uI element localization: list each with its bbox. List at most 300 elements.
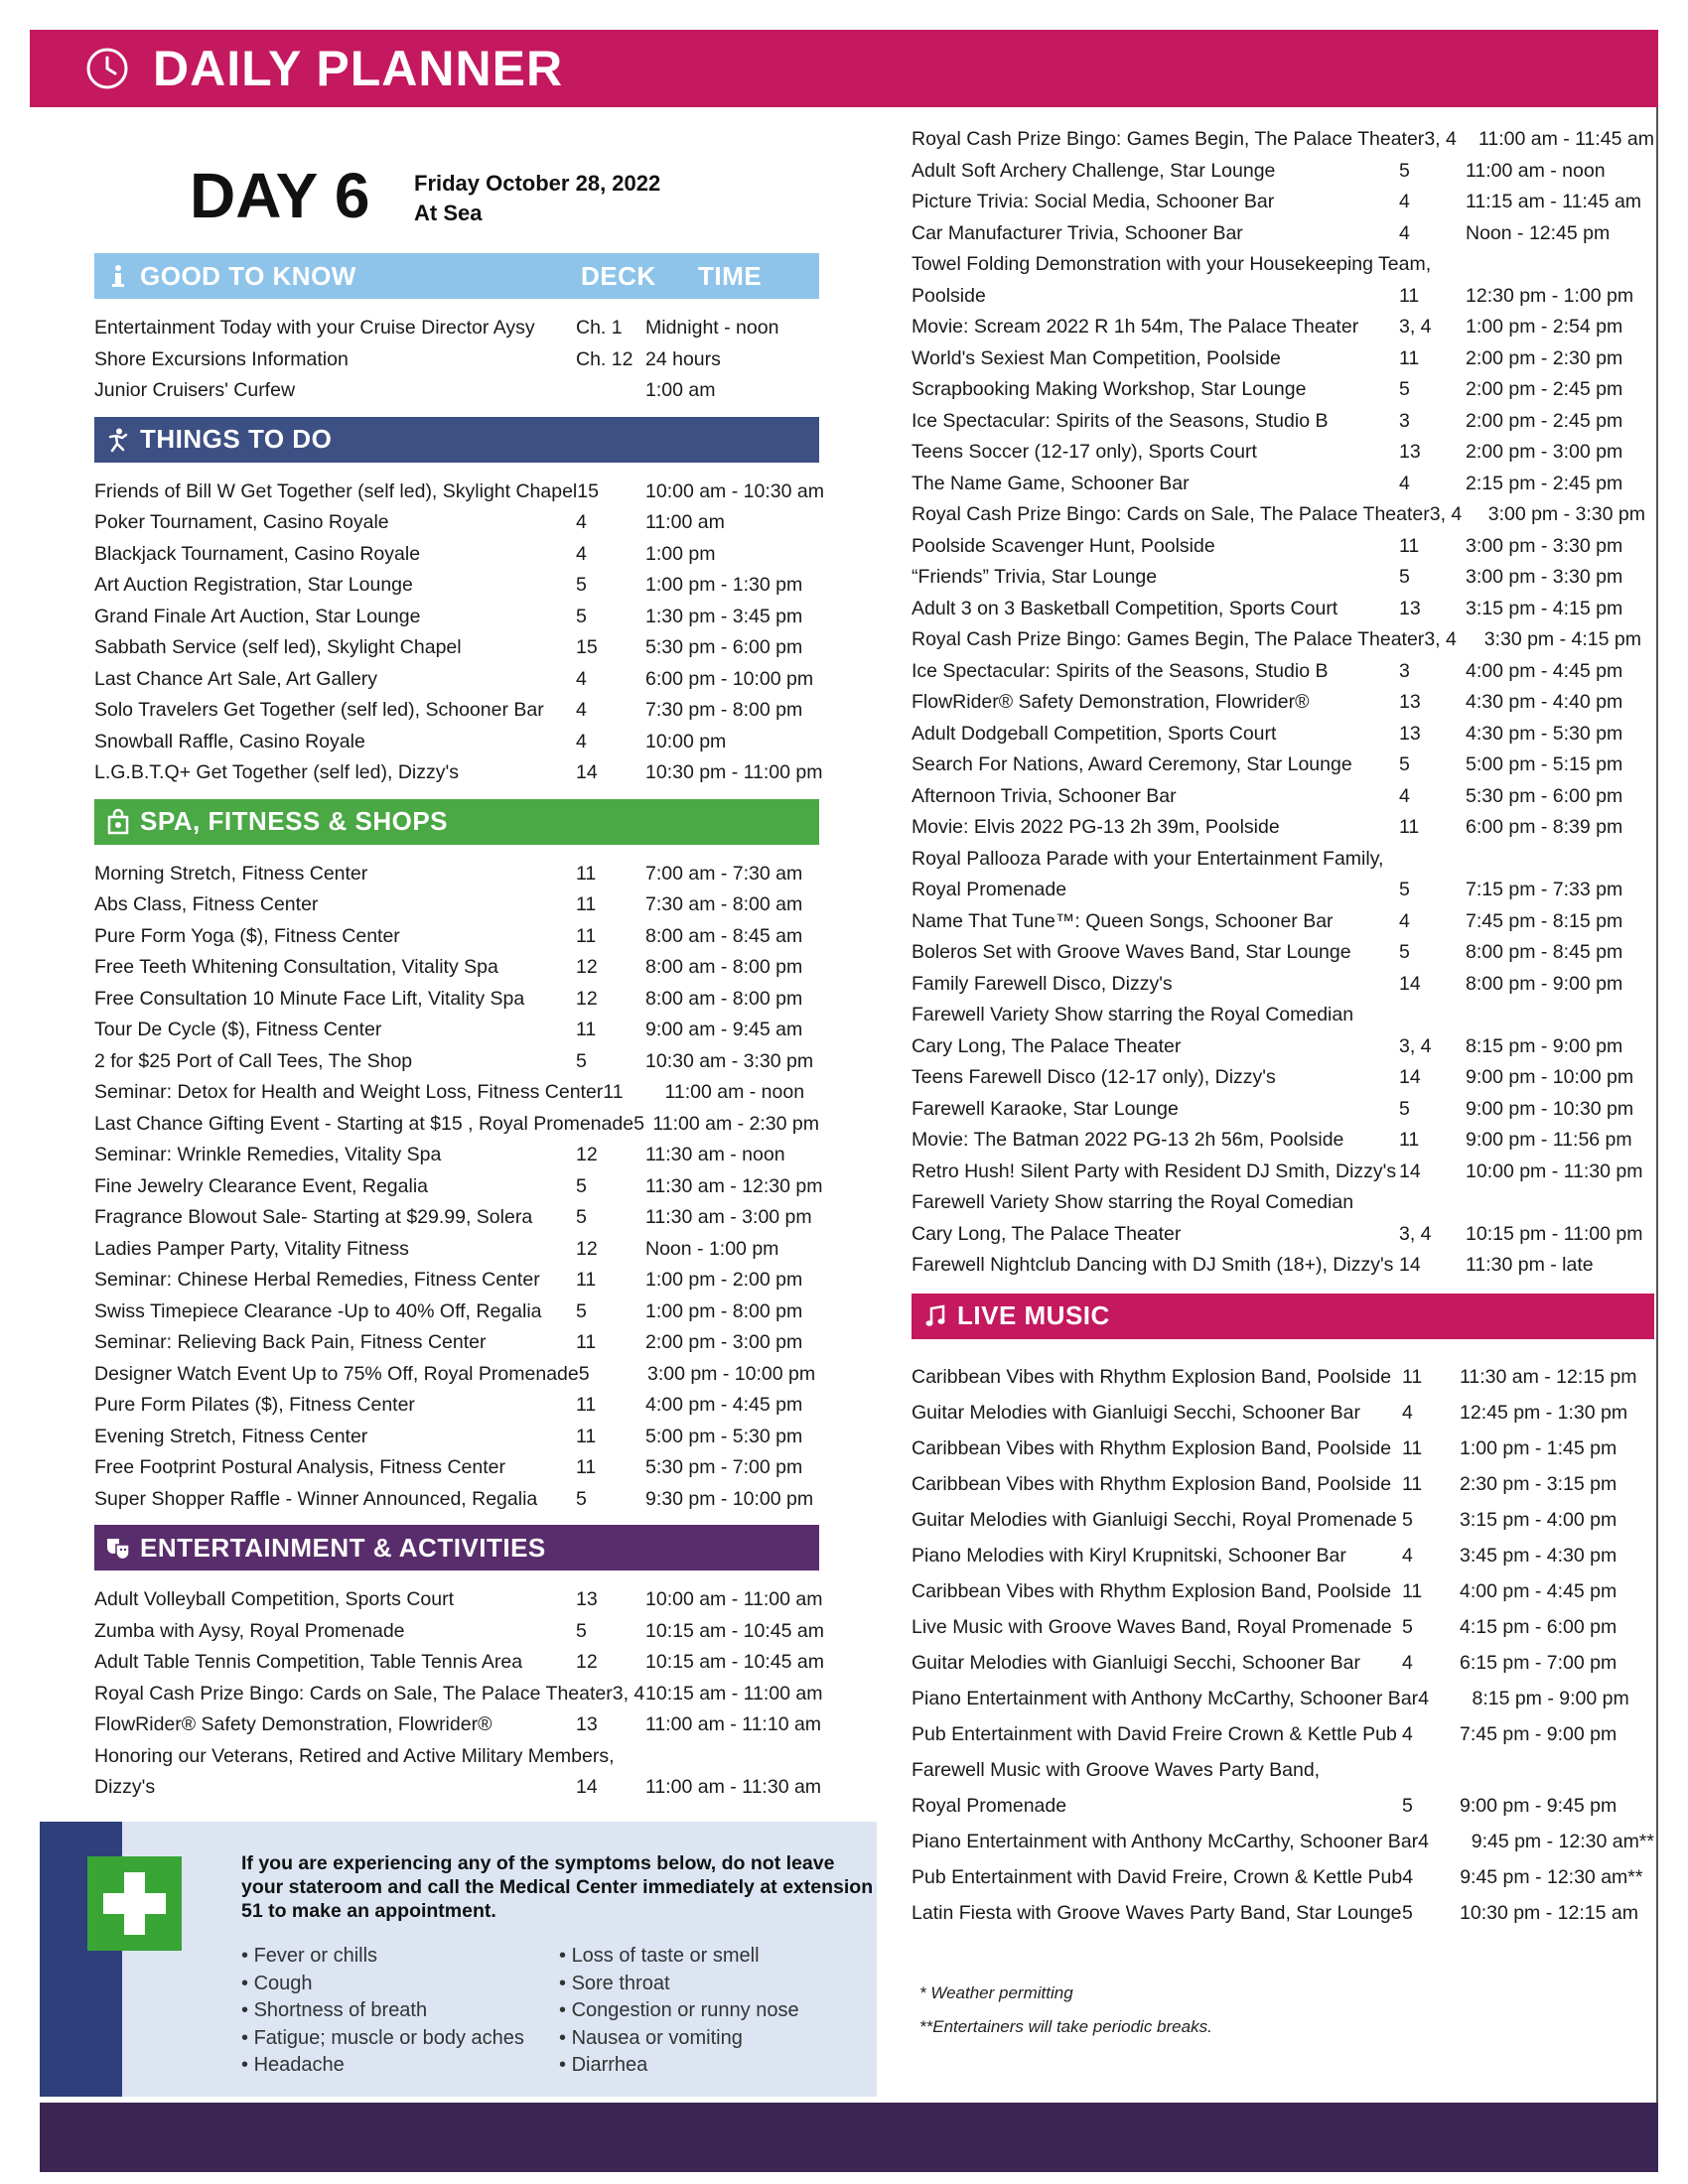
day-location: At Sea (414, 201, 483, 225)
schedule-row (94, 1046, 819, 1078)
event-name: Junior Cruisers' Curfew (94, 379, 296, 401)
deck-number: 14 (1399, 1066, 1421, 1088)
schedule-row (94, 602, 819, 633)
deck-number: 5 (576, 574, 587, 596)
schedule-row (912, 937, 1654, 969)
event-name: Tour De Cycle ($), Fitness Center (94, 1019, 382, 1040)
event-name: World's Sexiest Man Competition, Poolside (912, 346, 1281, 369)
event-name: Free Footprint Postural Analysis, Fitness Center (94, 1456, 506, 1478)
symptom-item: • Nausea or vomiting (559, 2025, 877, 2053)
deck-number: 5 (578, 1362, 590, 1385)
symptom-item: • Fatigue; muscle or body aches (241, 2025, 559, 2053)
schedule-row (94, 1327, 819, 1359)
deck-number: 4 (1418, 1687, 1430, 1709)
event-name: Movie: Elvis 2022 PG-13 2h 39m, Poolside (912, 816, 1280, 838)
event-time: 1:00 pm - 1:30 pm (645, 574, 803, 596)
schedule-row (912, 1716, 1654, 1752)
deck-number: 11 (1399, 1129, 1420, 1151)
deck-number: 5 (1399, 566, 1410, 588)
clock-icon (85, 47, 129, 90)
event-name: Solo Travelers Get Together (self led), Schooner Bar (94, 699, 544, 721)
event-name: Royal Promenade (912, 1794, 1067, 1817)
event-time: 9:45 pm - 12:30 am** (1460, 1865, 1643, 1888)
event-name: 2 for $25 Port of Call Tees, The Shop (94, 1049, 413, 1072)
deck-number (1431, 249, 1489, 281)
deck-number: 11 (576, 1425, 597, 1447)
event-time: 9:45 pm - 12:30 am** (1471, 1830, 1654, 1852)
deck-number: 11 (576, 924, 597, 947)
schedule-row (912, 437, 1654, 469)
deck-number: 11 (1399, 534, 1420, 557)
schedule-row (94, 1452, 819, 1484)
event-time: 4:30 pm - 4:40 pm (1466, 691, 1623, 713)
event-name: Ice Spectacular: Spirits of the Seasons, Studio B (912, 409, 1329, 432)
event-time: 9:00 pm - 10:00 pm (1466, 1066, 1634, 1088)
event-name: Movie: The Batman 2022 PG-13 2h 56m, Poolside (912, 1129, 1344, 1151)
schedule-row (912, 1645, 1654, 1681)
schedule-row (912, 781, 1654, 813)
schedule-row (94, 1171, 823, 1203)
deck-number: 5 (1399, 941, 1410, 963)
day-number: DAY 6 (190, 160, 370, 231)
event-time: 4:00 pm - 4:45 pm (1466, 659, 1623, 682)
deck-number: 5 (576, 1049, 587, 1072)
event-time: 12:45 pm - 1:30 pm (1460, 1401, 1628, 1424)
schedule-row (912, 1752, 1654, 1788)
event-name: Adult Volleyball Competition, Sports Court (94, 1588, 455, 1610)
deck-number: 5 (1399, 879, 1410, 900)
schedule-row (94, 1616, 824, 1648)
event-time (1460, 1752, 1654, 1788)
event-time (1489, 249, 1654, 281)
event-name: Caribbean Vibes with Rhythm Explosion Band, Poolside (912, 1472, 1392, 1495)
event-name: Snowball Raffle, Casino Royale (94, 730, 365, 752)
deck-number: Ch. 1 (576, 317, 623, 339)
event-name: Farewell Karaoke, Star Lounge (912, 1097, 1179, 1120)
deck-number: 4 (1402, 1651, 1413, 1674)
event-name: Designer Watch Event Up to 75% Off, Royal Promenade (94, 1362, 579, 1385)
deck-number: 13 (576, 1588, 598, 1610)
event-time: 11:30 pm - late (1466, 1254, 1594, 1276)
schedule-row (94, 1484, 819, 1516)
section-good-to-know (94, 253, 819, 299)
event-time: 3:15 pm - 4:15 pm (1466, 597, 1623, 619)
schedule-row (912, 875, 1654, 906)
event-name: Free Consultation 10 Minute Face Lift, Vitality Spa (94, 987, 525, 1010)
deck-number: 11 (1402, 1365, 1423, 1388)
deck-number: 13 (1399, 722, 1421, 745)
schedule-row (94, 632, 819, 664)
schedule-row (912, 1895, 1654, 1931)
schedule-row (912, 812, 1654, 844)
deck-number: 13 (576, 1713, 598, 1735)
event-time: 8:15 pm - 9:00 pm (1466, 1034, 1623, 1057)
event-name: Royal Promenade (912, 879, 1067, 900)
event-time: 11:30 am - 12:15 pm (1460, 1365, 1637, 1388)
deck-number: 3 (1399, 409, 1410, 432)
deck-number: 11 (576, 1331, 597, 1353)
live-music-list (912, 1339, 1654, 1941)
event-name: Grand Finale Art Auction, Star Lounge (94, 605, 421, 627)
deck-number: 5 (1402, 1794, 1413, 1817)
symptom-item: • Sore throat (559, 1971, 877, 1998)
event-time (1466, 1187, 1654, 1219)
deck-number: 11 (576, 1456, 597, 1478)
event-name: Fragrance Blowout Sale- Starting at $29.99, Solera (94, 1206, 533, 1228)
deck-number: 4 (1399, 191, 1410, 212)
deck-number: 14 (1399, 972, 1421, 995)
event-time: 9:00 pm - 11:56 pm (1466, 1129, 1632, 1151)
deck-number: 15 (577, 479, 599, 502)
schedule-row (912, 343, 1654, 375)
event-name: Piano Entertainment with Anthony McCarthy, Schooner Bar (912, 1830, 1419, 1852)
schedule-row (94, 1140, 819, 1171)
deck-number (1399, 1000, 1466, 1031)
event-name: Seminar: Detox for Health and Weight Loss, Fitness Center (94, 1081, 604, 1103)
deck-number: 5 (576, 605, 587, 627)
deck-number: 3, 4 (1399, 1034, 1432, 1057)
event-time: 1:00 pm - 8:00 pm (645, 1299, 803, 1322)
event-time: 10:15 am - 10:45 am (645, 1619, 824, 1642)
event-name: Caribbean Vibes with Rhythm Explosion Band, Poolside (912, 1436, 1392, 1459)
schedule-row (912, 218, 1654, 250)
deck-number: 4 (1418, 1830, 1430, 1852)
schedule-row (94, 1109, 819, 1141)
deck-number: 4 (576, 699, 587, 721)
schedule-row (94, 570, 819, 602)
deck-number: 4 (576, 511, 587, 533)
music-note-icon (923, 1304, 947, 1328)
schedule-row (912, 187, 1654, 218)
deck-number: 3, 4 (1399, 316, 1432, 338)
day-header (94, 124, 819, 253)
footnote: * Weather permitting (919, 1982, 1073, 2002)
event-time: 7:30 am - 8:00 am (645, 893, 803, 915)
event-name: Entertainment Today with your Cruise Director Aysy (94, 317, 535, 339)
deck-number: 13 (1399, 691, 1421, 713)
deck-number: 5 (1402, 1901, 1413, 1924)
event-name: Cary Long, The Palace Theater (912, 1034, 1182, 1057)
symptom-item: • Cough (241, 1971, 559, 1998)
event-name: Adult Soft Archery Challenge, Star Lounge (912, 159, 1276, 182)
right-column (912, 124, 1654, 2044)
schedule-row (912, 374, 1654, 406)
deck-number: 3, 4 (1429, 503, 1463, 525)
event-time: 3:00 pm - 10:00 pm (646, 1362, 816, 1385)
event-time: Noon - 12:45 pm (1466, 221, 1611, 244)
schedule-row (94, 1359, 819, 1391)
symptom-column (241, 1943, 559, 2080)
event-time: 4:00 pm - 4:45 pm (1460, 1579, 1618, 1602)
event-name: Scrapbooking Making Workshop, Star Lounge (912, 378, 1307, 400)
event-name: Pure Form Pilates ($), Fitness Center (94, 1394, 415, 1416)
section-live-music (912, 1294, 1654, 1339)
event-time: 7:30 pm - 8:00 pm (645, 699, 803, 721)
schedule-row (94, 1647, 824, 1679)
deck-number: 4 (576, 730, 587, 752)
schedule-row (94, 1015, 819, 1046)
event-name: Piano Entertainment with Anthony McCarthy, Schooner Bar (912, 1687, 1419, 1709)
symptom-item: • Diarrhea (559, 2052, 877, 2080)
schedule-row (94, 539, 819, 571)
schedule-row (912, 562, 1654, 594)
deck-number: 4 (1402, 1544, 1413, 1567)
section-title: THINGS TO DO (140, 424, 333, 454)
schedule-row (94, 984, 819, 1016)
medical-cross-icon (87, 1856, 182, 1951)
schedule-row (912, 1125, 1654, 1157)
schedule-row (912, 906, 1654, 938)
event-name: Pub Entertainment with David Freire Crown & Kettle Pub (912, 1722, 1397, 1745)
schedule-row (94, 375, 819, 407)
theater-masks-icon (106, 1536, 130, 1560)
deck-number: 4 (1402, 1722, 1413, 1745)
event-name: Adult 3 on 3 Basketball Competition, Sports Court (912, 597, 1338, 619)
event-time: 10:00 am - 10:30 am (645, 479, 824, 502)
event-time: 9:30 pm - 10:00 pm (645, 1487, 814, 1510)
schedule-row (94, 695, 819, 727)
schedule-row (94, 889, 819, 921)
deck-number: 13 (1399, 597, 1421, 619)
symptom-item: • Headache (241, 2052, 559, 2080)
event-name: Royal Cash Prize Bingo: Cards on Sale, The Palace Theater (94, 1682, 613, 1705)
schedule-row (912, 1573, 1654, 1609)
deck-number: 12 (576, 1144, 598, 1165)
event-name: Latin Fiesta with Groove Waves Party Band, Star Lounge (912, 1901, 1402, 1924)
schedule-row (94, 1202, 819, 1234)
schedule-row (94, 1077, 819, 1109)
event-time: 6:00 pm - 10:00 pm (645, 667, 814, 690)
deck-number: 5 (1399, 753, 1410, 775)
deck-number: 14 (576, 1776, 598, 1798)
schedule-row (912, 1395, 1654, 1431)
deck-number: 5 (576, 1174, 587, 1197)
deck-number: 13 (1399, 441, 1421, 463)
section-title: SPA, FITNESS & SHOPS (140, 806, 449, 836)
symptom-item: • Loss of taste or smell (559, 1943, 877, 1971)
event-name: Free Teeth Whitening Consultation, Vitality Spa (94, 956, 498, 978)
schedule-row (94, 921, 819, 953)
event-time: 8:00 am - 8:45 am (645, 924, 803, 947)
event-time: 10:00 am - 11:00 am (645, 1588, 823, 1610)
schedule-row (94, 757, 823, 789)
left-column (94, 124, 824, 1814)
schedule-row (912, 594, 1654, 625)
event-name: Abs Class, Fitness Center (94, 893, 319, 915)
event-name: Adult Dodgeball Competition, Sports Court (912, 722, 1277, 745)
event-name: Afternoon Trivia, Schooner Bar (912, 784, 1177, 807)
event-name: Family Farewell Disco, Dizzy's (912, 972, 1173, 995)
medical-notice-side (40, 1822, 122, 2097)
deck-number: 11 (576, 893, 597, 915)
entertainment-list (94, 1570, 824, 1814)
event-name: Last Chance Art Sale, Art Gallery (94, 667, 378, 690)
deck-number: 5 (1402, 1508, 1413, 1531)
event-time: 8:00 pm - 9:00 pm (1466, 972, 1623, 995)
symptom-item: • Shortness of breath (241, 1997, 559, 2025)
event-time: 5:00 pm - 5:30 pm (645, 1425, 803, 1447)
schedule-row (912, 1219, 1654, 1251)
schedule-row (94, 313, 819, 344)
schedule-row (912, 719, 1654, 751)
event-name: Farewell Nightclub Dancing with DJ Smith (18+), Dizzy's (912, 1254, 1394, 1276)
event-name: Super Shopper Raffle - Winner Announced, Regalia (94, 1487, 538, 1510)
event-name: Poker Tournament, Casino Royale (94, 511, 389, 533)
event-name: Royal Pallooza Parade with your Entertainment Family, (912, 847, 1384, 870)
section-title: GOOD TO KNOW (140, 260, 356, 291)
event-time: 11:00 am - noon (1466, 159, 1606, 182)
schedule-row (94, 1297, 819, 1328)
deck-number: 14 (1399, 1254, 1421, 1276)
event-name: Dizzy's (94, 1776, 156, 1798)
event-name: Friends of Bill W Get Together (self led), Skylight Chapel (94, 479, 578, 502)
event-name: Pure Form Yoga ($), Fitness Center (94, 924, 400, 947)
footer-band (40, 2103, 1658, 2172)
day-info (414, 169, 660, 228)
event-time: 12:30 pm - 1:00 pm (1466, 284, 1634, 307)
event-name: Caribbean Vibes with Rhythm Explosion Band, Poolside (912, 1579, 1392, 1602)
event-time: 5:30 pm - 6:00 pm (645, 636, 803, 658)
schedule-row (912, 1094, 1654, 1126)
schedule-row (94, 1234, 819, 1266)
event-time: 11:00 am - 11:30 am (645, 1776, 822, 1798)
deck-number (614, 1741, 672, 1773)
schedule-row (912, 531, 1654, 563)
deck-number: 5 (633, 1112, 644, 1135)
event-time (672, 1741, 819, 1773)
deck-number (1402, 1752, 1460, 1788)
info-icon (106, 264, 130, 288)
event-time: 2:15 pm - 2:45 pm (1466, 472, 1623, 494)
event-name: Car Manufacturer Trivia, Schooner Bar (912, 221, 1243, 244)
event-name: Name That Tune™: Queen Songs, Schooner Bar (912, 909, 1334, 932)
schedule-row (912, 124, 1654, 156)
deck-number: 11 (576, 1019, 597, 1040)
event-time: 4:30 pm - 5:30 pm (1466, 722, 1623, 745)
schedule-row (912, 844, 1654, 876)
schedule-row (912, 1609, 1654, 1645)
event-time: 11:30 am - 3:00 pm (645, 1206, 812, 1228)
event-name: Royal Cash Prize Bingo: Games Begin, The Palace Theater (912, 128, 1425, 150)
event-name: Farewell Music with Groove Waves Party Band, (912, 1758, 1321, 1781)
schedule-row (94, 477, 824, 508)
event-name: Piano Melodies with Kiryl Krupnitski, Schooner Bar (912, 1544, 1346, 1567)
schedule-row (912, 406, 1654, 438)
schedule-row (912, 156, 1654, 188)
deck-number: 11 (1402, 1579, 1423, 1602)
event-time: 10:30 am - 3:30 pm (645, 1049, 814, 1072)
event-name: Honoring our Veterans, Retired and Active Military Members, (94, 1744, 615, 1767)
event-time: 1:00 pm (645, 542, 716, 565)
event-time: 2:00 pm - 3:00 pm (645, 1331, 803, 1353)
event-time: 8:00 am - 8:00 pm (645, 987, 803, 1010)
event-time: 7:00 am - 7:30 am (645, 862, 803, 885)
deck-number: 4 (1399, 472, 1410, 494)
event-time: 2:00 pm - 2:45 pm (1466, 409, 1623, 432)
event-name: Ice Spectacular: Spirits of the Seasons, Studio B (912, 659, 1329, 682)
deck-number: 3 (1399, 659, 1410, 682)
event-name: Guitar Melodies with Gianluigi Secchi, Schooner Bar (912, 1651, 1360, 1674)
event-time: 11:00 am (645, 511, 725, 533)
event-name: The Name Game, Schooner Bar (912, 472, 1190, 494)
deck-number: 4 (576, 667, 587, 690)
event-time: 9:00 pm - 9:45 pm (1460, 1794, 1618, 1817)
event-time: 2:00 pm - 2:45 pm (1466, 378, 1623, 400)
event-time: 10:30 pm - 12:15 am (1460, 1901, 1638, 1924)
event-time: 8:00 pm - 8:45 pm (1466, 941, 1623, 963)
event-name: Farewell Variety Show starring the Royal Comedian (912, 1191, 1354, 1213)
deck-number: 5 (1402, 1615, 1413, 1638)
event-time: 3:00 pm - 3:30 pm (1466, 566, 1623, 588)
event-time: 7:45 pm - 9:00 pm (1460, 1722, 1618, 1745)
event-time: 5:00 pm - 5:15 pm (1466, 753, 1623, 775)
deck-number: 12 (576, 987, 598, 1010)
event-time: Midnight - noon (645, 317, 779, 339)
schedule-row (912, 1062, 1654, 1094)
event-time: 1:00 pm - 2:54 pm (1466, 316, 1623, 338)
deck-number: 11 (1402, 1472, 1423, 1495)
section-title: ENTERTAINMENT & ACTIVITIES (140, 1532, 546, 1563)
event-time: 3:15 pm - 4:00 pm (1460, 1508, 1618, 1531)
deck-number: 4 (1402, 1865, 1414, 1888)
schedule-row (912, 1000, 1654, 1031)
event-name: Evening Stretch, Fitness Center (94, 1425, 368, 1447)
event-time: 10:15 pm - 11:00 pm (1466, 1222, 1643, 1245)
event-time: 10:15 am - 10:45 am (645, 1651, 824, 1673)
entertainment-list-continued (912, 124, 1654, 1292)
event-name: Adult Table Tennis Competition, Table Tennis Area (94, 1651, 523, 1673)
deck-number: 3, 4 (1424, 628, 1457, 650)
event-name: “Friends” Trivia, Star Lounge (912, 566, 1158, 588)
deck-number: 12 (576, 1651, 598, 1673)
event-time: 2:00 pm - 3:00 pm (1466, 441, 1623, 463)
event-name: Seminar: Relieving Back Pain, Fitness Center (94, 1331, 487, 1353)
event-name: Fine Jewelry Clearance Event, Regalia (94, 1174, 428, 1197)
deck-number: 3, 4 (1399, 1222, 1432, 1245)
event-name: Retro Hush! Silent Party with Resident DJ Smith, Dizzy's (912, 1160, 1397, 1182)
deck-number: 5 (576, 1299, 587, 1322)
event-name: Boleros Set with Groove Waves Band, Star Lounge (912, 941, 1351, 963)
schedule-row (94, 1709, 822, 1741)
schedule-row (94, 727, 819, 758)
schedule-row (912, 1859, 1654, 1895)
schedule-row (94, 1422, 819, 1453)
event-time: 11:00 am - 2:30 pm (652, 1112, 819, 1135)
deck-number: 12 (576, 956, 598, 978)
event-name: Caribbean Vibes with Rhythm Explosion Band, Poolside (912, 1365, 1392, 1388)
schedule-row (912, 1538, 1654, 1573)
event-time: 5:30 pm - 7:00 pm (645, 1456, 803, 1478)
event-time: Noon - 1:00 pm (645, 1237, 779, 1260)
schedule-row (94, 952, 819, 984)
event-name: Swiss Timepiece Clearance -Up to 40% Off, Regalia (94, 1299, 542, 1322)
deck-number: 11 (576, 862, 597, 885)
event-time: 5:30 pm - 6:00 pm (1466, 784, 1623, 807)
deck-number: 11 (576, 1269, 597, 1291)
deck-number: 5 (1399, 1097, 1410, 1120)
footnote: **Entertainers will take periodic breaks. (919, 2016, 1212, 2036)
event-time: 24 hours (645, 347, 721, 370)
event-name: Towel Folding Demonstration with your Housekeeping Team, (912, 253, 1432, 275)
deck-number: 5 (576, 1619, 587, 1642)
person-activity-icon (106, 428, 130, 452)
schedule-row (912, 499, 1654, 531)
schedule-row (94, 507, 819, 539)
deck-number: 5 (1399, 159, 1410, 182)
deck-number: 3, 4 (1424, 128, 1457, 150)
event-time: 9:00 pm - 10:30 pm (1466, 1097, 1634, 1120)
deck-number: 4 (1399, 221, 1410, 244)
